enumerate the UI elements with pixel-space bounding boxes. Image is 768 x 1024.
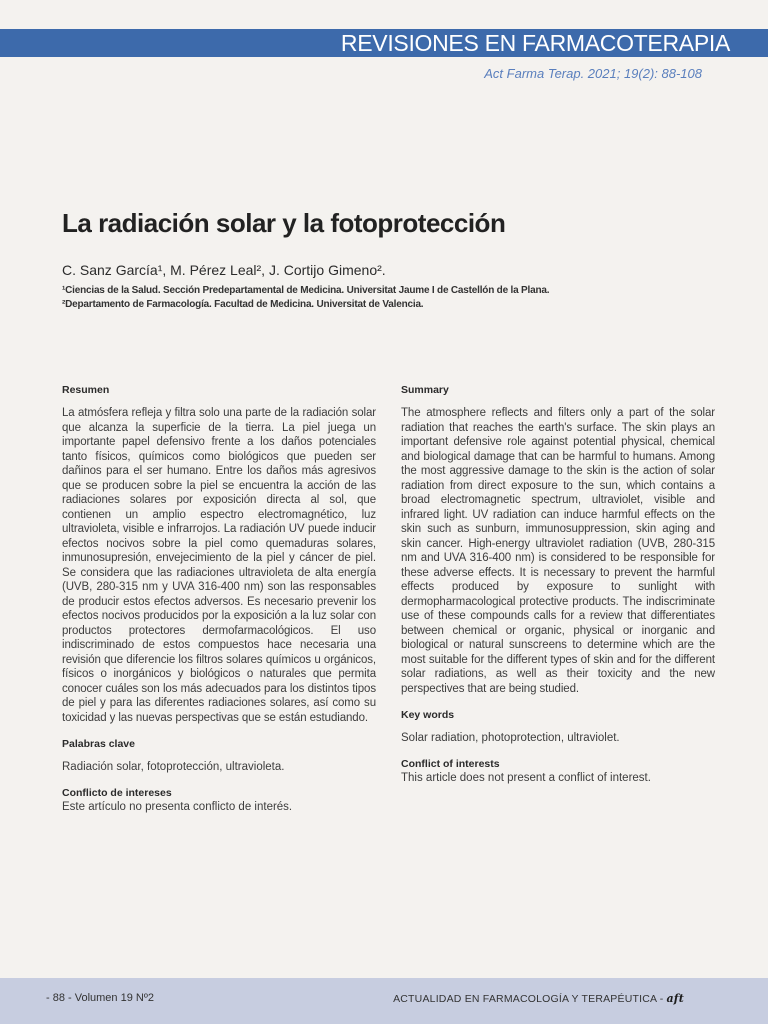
authors: C. Sanz García¹, M. Pérez Leal², J. Cortijo Gimeno². bbox=[62, 262, 386, 278]
conflict-text: This article does not present a conflict of interest. bbox=[401, 771, 651, 784]
resumen-column bbox=[62, 383, 376, 814]
summary-heading: Summary bbox=[401, 384, 449, 396]
palabras-clave: Radiación solar, fotoprotección, ultravioleta. bbox=[62, 761, 285, 773]
journal-section-title: REVISIONES EN FARMACOTERAPIA bbox=[340, 30, 730, 56]
resumen-heading: Resumen bbox=[62, 384, 110, 396]
affiliation-2: ²Departamento de Farmacología. Facultad de Medicina. Universitat de Valencia. bbox=[62, 299, 424, 310]
key-words: Solar radiation, photoprotection, ultraviolet. bbox=[401, 732, 620, 744]
summary-text: The atmosphere reflects and filters only a part of the solar radiation that reaches the earth's surface. The skin plays an important defensive role against potential physical, chemical and biological damage that can be harmful to humans. Among the most aggressive damage to the skin is the action of solar radiation from direct exposure to the sun, which contains a broad electromagnetic spectrum, ultraviolet, visible and infrared light. UV radiation can induce harmful effects on the skin such as sunburn, immunosuppression, skin aging and skin cancer. High-energy ultraviolet radiation (UVB, 280-315 nm and UVA 316-400 nm) is considered to be responsible for these adverse effects. It is necessary to prevent the harmful effects produced by exposure to sunlight with dermopharmacological protective products. The indiscriminate use of these compounds calls for a review that differentiates between chemical or organic, physical or inorganic and biological or natural sunscreens to determine which are the most suitable for the different types of skin and for the different solar radiations, as well as their toxicity and the new perspectives that are being studied. bbox=[401, 407, 715, 695]
citation: Act Farma Terap. 2021; 19(2): 88-108 bbox=[484, 66, 702, 81]
journal-footer-name bbox=[393, 992, 684, 1005]
conflicto-heading: Conflicto de intereses bbox=[62, 786, 172, 799]
journal-footer-text: ACTUALIDAD EN FARMACOLOGÍA Y TERAPÉUTICA - bbox=[393, 993, 664, 1005]
conflicto-text: Este artículo no presenta conflicto de interés. bbox=[62, 800, 293, 813]
affiliation-1: ¹Ciencias de la Salud. Sección Predepartamental de Medicina. Universitat Jaume I de Castellón de la Plana. bbox=[62, 285, 550, 296]
page-footer bbox=[0, 978, 768, 1024]
conflict-heading: Conflict of interests bbox=[401, 757, 500, 770]
summary-column bbox=[401, 383, 715, 785]
resumen-text: La atmósfera refleja y filtra solo una parte de la radiación solar que alcanza la superficie de la tierra. La piel juega un importante papel defensivo frente a los daños potenciales tanto físicos, químicos como biológicos que pueden ser dañinos para el ser humano. Entre los daños más agresivos que se producen sobre la piel se encuentra la acción de las radiaciones solares por exposición directa al sol, que contienen un amplio espectro electromagnético, luz ultravioleta, visible e infrarrojos. La radiación UV puede inducir efectos nocivos sobre la piel como quemaduras solares, inmunosupresión, envejecimiento de la piel y cáncer de piel. Se considera que las radiaciones ultravioleta de alta energía (UVB, 280-315 nm y UVA 316-400 nm) son las responsables de producir estos efectos adversos. Es necesario prevenir los efectos nocivos producidos por la exposición a la luz solar con productos protectores dermofarmacológicos. El uso indiscriminado de estos compuestos hace necesaria una revisión que diferencie los filtros solares químicos u orgánicos, físicos o inorgánicos y biológicos o naturales que permita conocer cuáles son los más adecuados para los distintos tipos de piel y para las diferentes radiaciones solares, así como su toxicidad y las nuevas perspectivas que se están estudiando. bbox=[62, 407, 376, 724]
key-words-heading: Key words bbox=[401, 709, 455, 721]
article-title: La radiación solar y la fotoprotección bbox=[62, 208, 506, 238]
aft-logo: aft bbox=[666, 992, 684, 1005]
journal-header-bar bbox=[0, 29, 768, 57]
page-number-volume: - 88 - Volumen 19 Nº2 bbox=[46, 992, 154, 1004]
palabras-clave-heading: Palabras clave bbox=[62, 738, 135, 750]
